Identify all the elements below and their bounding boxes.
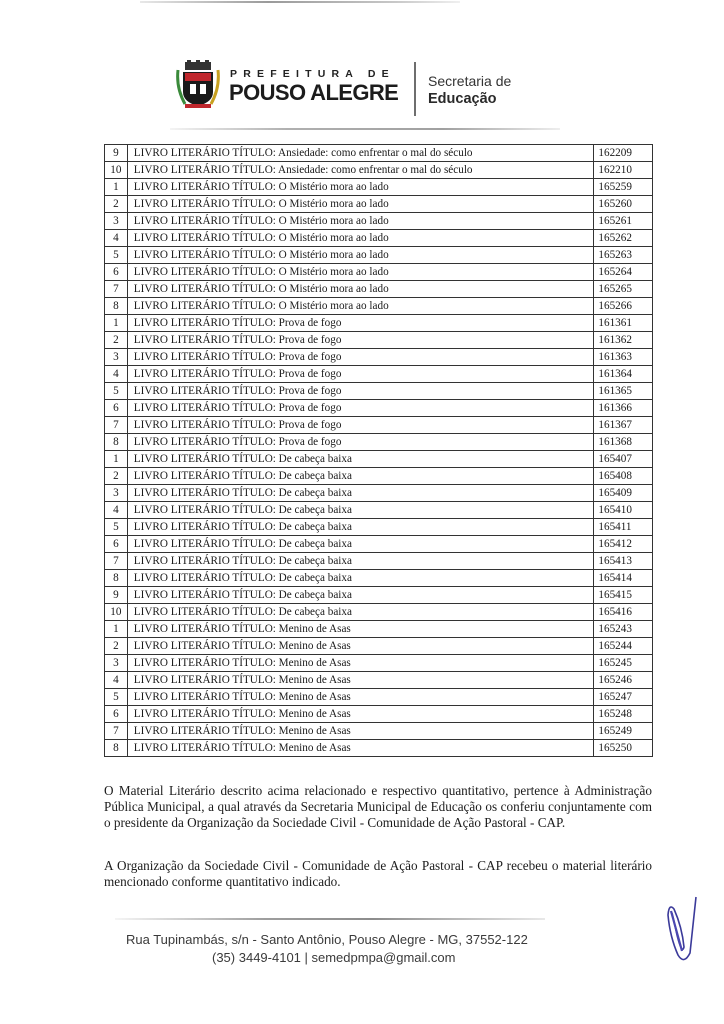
item-description: LIVRO LITERÁRIO TÍTULO: De cabeça baixa	[127, 536, 594, 553]
row-number: 5	[105, 689, 128, 706]
table-row	[105, 230, 653, 247]
item-code: 165407	[594, 451, 653, 468]
item-code: 165409	[594, 485, 653, 502]
row-number: 9	[105, 145, 128, 162]
item-code: 165245	[594, 655, 653, 672]
row-number: 9	[105, 587, 128, 604]
table-row	[105, 281, 653, 298]
letterhead	[172, 58, 532, 120]
header-divider	[414, 62, 416, 116]
item-code: 165410	[594, 502, 653, 519]
row-number: 2	[105, 468, 128, 485]
receipt-paragraph: A Organização da Sociedade Civil - Comunidade de Ação Pastoral - CAP recebeu o material literário mencionado conforme quantitativo indicado.	[104, 858, 652, 890]
item-description: LIVRO LITERÁRIO TÍTULO: Ansiedade: como enfrentar o mal do século	[127, 162, 594, 179]
item-description: LIVRO LITERÁRIO TÍTULO: Prova de fogo	[127, 400, 594, 417]
item-code: 165243	[594, 621, 653, 638]
table-row	[105, 553, 653, 570]
item-code: 165416	[594, 604, 653, 621]
item-description: LIVRO LITERÁRIO TÍTULO: O Mistério mora ao lado	[127, 196, 594, 213]
item-description: LIVRO LITERÁRIO TÍTULO: De cabeça baixa	[127, 587, 594, 604]
item-code: 165249	[594, 723, 653, 740]
table-row	[105, 196, 653, 213]
table-row	[105, 672, 653, 689]
item-code: 165247	[594, 689, 653, 706]
row-number: 6	[105, 400, 128, 417]
table-row	[105, 689, 653, 706]
row-number: 3	[105, 655, 128, 672]
item-code: 165248	[594, 706, 653, 723]
table-row	[105, 298, 653, 315]
item-description: LIVRO LITERÁRIO TÍTULO: Prova de fogo	[127, 315, 594, 332]
table-row	[105, 536, 653, 553]
item-code: 165262	[594, 230, 653, 247]
item-description: LIVRO LITERÁRIO TÍTULO: De cabeça baixa	[127, 451, 594, 468]
item-description: LIVRO LITERÁRIO TÍTULO: Prova de fogo	[127, 417, 594, 434]
table-row	[105, 400, 653, 417]
row-number: 5	[105, 383, 128, 400]
item-description: LIVRO LITERÁRIO TÍTULO: Menino de Asas	[127, 706, 594, 723]
row-number: 8	[105, 298, 128, 315]
item-code: 165415	[594, 587, 653, 604]
item-description: LIVRO LITERÁRIO TÍTULO: Menino de Asas	[127, 638, 594, 655]
table-row	[105, 349, 653, 366]
row-number: 7	[105, 553, 128, 570]
item-description: LIVRO LITERÁRIO TÍTULO: Prova de fogo	[127, 383, 594, 400]
item-description: LIVRO LITERÁRIO TÍTULO: O Mistério mora ao lado	[127, 179, 594, 196]
municipal-crest-icon	[175, 60, 221, 110]
item-code: 165250	[594, 740, 653, 757]
table-row	[105, 264, 653, 281]
row-number: 1	[105, 451, 128, 468]
item-code: 165259	[594, 179, 653, 196]
table-row	[105, 587, 653, 604]
item-code: 165264	[594, 264, 653, 281]
item-description: LIVRO LITERÁRIO TÍTULO: Menino de Asas	[127, 621, 594, 638]
item-code: 161363	[594, 349, 653, 366]
item-code: 165261	[594, 213, 653, 230]
row-number: 1	[105, 315, 128, 332]
item-description: LIVRO LITERÁRIO TÍTULO: De cabeça baixa	[127, 604, 594, 621]
table-row	[105, 519, 653, 536]
row-number: 3	[105, 485, 128, 502]
item-description: LIVRO LITERÁRIO TÍTULO: Prova de fogo	[127, 434, 594, 451]
table-row	[105, 740, 653, 757]
item-description: LIVRO LITERÁRIO TÍTULO: O Mistério mora ao lado	[127, 247, 594, 264]
row-number: 5	[105, 519, 128, 536]
table-row	[105, 468, 653, 485]
table-row	[105, 417, 653, 434]
header-rule	[170, 128, 560, 130]
item-code: 161362	[594, 332, 653, 349]
row-number: 5	[105, 247, 128, 264]
item-description: LIVRO LITERÁRIO TÍTULO: Menino de Asas	[127, 723, 594, 740]
item-description: LIVRO LITERÁRIO TÍTULO: Menino de Asas	[127, 689, 594, 706]
row-number: 7	[105, 723, 128, 740]
item-code: 161366	[594, 400, 653, 417]
item-description: LIVRO LITERÁRIO TÍTULO: O Mistério mora ao lado	[127, 213, 594, 230]
row-number: 8	[105, 434, 128, 451]
table-row	[105, 366, 653, 383]
footer-contact: (35) 3449-4101 | semedpmpa@gmail.com	[212, 950, 456, 965]
table-row	[105, 247, 653, 264]
item-code: 165414	[594, 570, 653, 587]
item-code: 165411	[594, 519, 653, 536]
row-number: 2	[105, 332, 128, 349]
item-description: LIVRO LITERÁRIO TÍTULO: Menino de Asas	[127, 672, 594, 689]
table-row	[105, 621, 653, 638]
row-number: 2	[105, 196, 128, 213]
item-description: LIVRO LITERÁRIO TÍTULO: De cabeça baixa	[127, 570, 594, 587]
item-description: LIVRO LITERÁRIO TÍTULO: O Mistério mora ao lado	[127, 281, 594, 298]
table-row	[105, 723, 653, 740]
table-row	[105, 655, 653, 672]
row-number: 10	[105, 162, 128, 179]
item-code: 161361	[594, 315, 653, 332]
top-scan-rule	[140, 1, 460, 3]
item-code: 165266	[594, 298, 653, 315]
item-description: LIVRO LITERÁRIO TÍTULO: De cabeça baixa	[127, 553, 594, 570]
item-code: 165408	[594, 468, 653, 485]
row-number: 10	[105, 604, 128, 621]
row-number: 1	[105, 621, 128, 638]
item-code: 162209	[594, 145, 653, 162]
table-row	[105, 706, 653, 723]
item-description: LIVRO LITERÁRIO TÍTULO: De cabeça baixa	[127, 485, 594, 502]
row-number: 4	[105, 230, 128, 247]
item-description: LIVRO LITERÁRIO TÍTULO: Ansiedade: como enfrentar o mal do século	[127, 145, 594, 162]
row-number: 6	[105, 706, 128, 723]
item-code: 165260	[594, 196, 653, 213]
item-description: LIVRO LITERÁRIO TÍTULO: O Mistério mora ao lado	[127, 230, 594, 247]
item-description: LIVRO LITERÁRIO TÍTULO: Prova de fogo	[127, 349, 594, 366]
item-description: LIVRO LITERÁRIO TÍTULO: O Mistério mora ao lado	[127, 298, 594, 315]
table-row	[105, 213, 653, 230]
item-description: LIVRO LITERÁRIO TÍTULO: Prova de fogo	[127, 366, 594, 383]
item-code: 165412	[594, 536, 653, 553]
secretaria-label: Secretaria de	[428, 73, 512, 89]
table-row	[105, 145, 653, 162]
item-code: 165246	[594, 672, 653, 689]
item-code: 161368	[594, 434, 653, 451]
item-code: 165413	[594, 553, 653, 570]
table-row	[105, 604, 653, 621]
table-row	[105, 502, 653, 519]
prefeitura-label: PREFEITURA DE	[230, 68, 395, 80]
row-number: 7	[105, 417, 128, 434]
item-description: LIVRO LITERÁRIO TÍTULO: De cabeça baixa	[127, 468, 594, 485]
row-number: 3	[105, 213, 128, 230]
item-description: LIVRO LITERÁRIO TÍTULO: Prova de fogo	[127, 332, 594, 349]
table-row	[105, 434, 653, 451]
item-code: 162210	[594, 162, 653, 179]
table-row	[105, 179, 653, 196]
item-code: 165244	[594, 638, 653, 655]
row-number: 8	[105, 570, 128, 587]
table-row	[105, 162, 653, 179]
table-row	[105, 451, 653, 468]
table-row	[105, 485, 653, 502]
row-number: 7	[105, 281, 128, 298]
item-description: LIVRO LITERÁRIO TÍTULO: O Mistério mora ao lado	[127, 264, 594, 281]
educacao-label: Educação	[428, 91, 497, 107]
row-number: 1	[105, 179, 128, 196]
item-code: 161364	[594, 366, 653, 383]
signature-initials	[660, 895, 700, 970]
row-number: 4	[105, 502, 128, 519]
ownership-paragraph: O Material Literário descrito acima relacionado e respectivo quantitativo, pertence à Administração Pública Municipal, a qual através da Secretaria Municipal de Educação os conferiu conjuntamente com o presidente da Organização da Sociedade Civil - Comunidade de Ação Pastoral - CAP.	[104, 783, 652, 831]
items-table	[104, 144, 653, 757]
item-code: 165265	[594, 281, 653, 298]
items-table-body	[105, 145, 653, 757]
item-code: 161367	[594, 417, 653, 434]
item-description: LIVRO LITERÁRIO TÍTULO: De cabeça baixa	[127, 519, 594, 536]
table-row	[105, 383, 653, 400]
row-number: 6	[105, 536, 128, 553]
item-description: LIVRO LITERÁRIO TÍTULO: Menino de Asas	[127, 655, 594, 672]
item-description: LIVRO LITERÁRIO TÍTULO: Menino de Asas	[127, 740, 594, 757]
row-number: 4	[105, 672, 128, 689]
table-row	[105, 332, 653, 349]
city-name: POUSO ALEGRE	[229, 80, 399, 105]
footer-address: Rua Tupinambás, s/n - Santo Antônio, Pouso Alegre - MG, 37552-122	[126, 932, 528, 947]
row-number: 6	[105, 264, 128, 281]
row-number: 4	[105, 366, 128, 383]
item-code: 165263	[594, 247, 653, 264]
table-row	[105, 638, 653, 655]
footer-rule	[115, 918, 545, 920]
row-number: 8	[105, 740, 128, 757]
item-description: LIVRO LITERÁRIO TÍTULO: De cabeça baixa	[127, 502, 594, 519]
row-number: 3	[105, 349, 128, 366]
row-number: 2	[105, 638, 128, 655]
table-row	[105, 315, 653, 332]
table-row	[105, 570, 653, 587]
item-code: 161365	[594, 383, 653, 400]
